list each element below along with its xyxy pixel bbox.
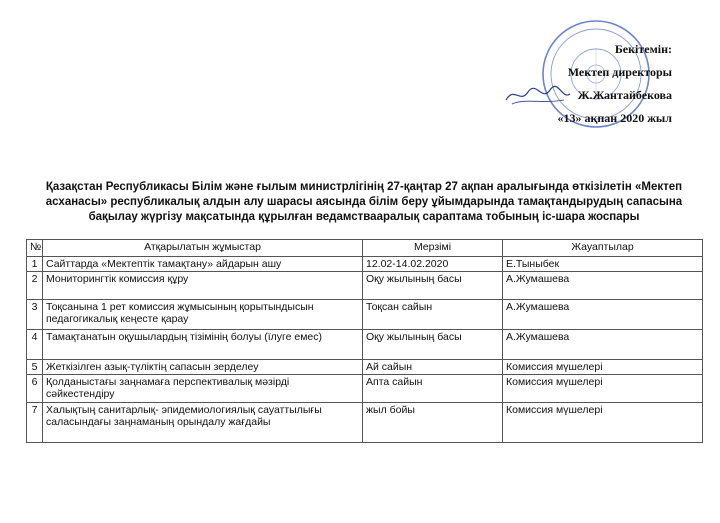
- header-responsible: Жауаптылар: [503, 240, 703, 257]
- table-row: [27, 375, 703, 403]
- row-number: 1: [27, 257, 43, 272]
- row-task: Қолданыстағы заңнамаға перспективалық мәзірді сәйкестендіру: [43, 375, 363, 403]
- row-responsible: Е.Тыныбек: [503, 257, 703, 272]
- row-responsible: Комиссия мүшелері: [503, 403, 703, 443]
- row-number: 2: [27, 272, 43, 300]
- row-deadline: жыл бойы: [363, 403, 503, 443]
- row-task: Тоқсанына 1 рет комиссия жұмысының қорытындысын педагогикалық кеңесте қарау: [43, 300, 363, 330]
- header-number: №: [27, 240, 43, 257]
- table-row: [27, 360, 703, 375]
- table-row: [27, 330, 703, 360]
- table-row: [27, 257, 703, 272]
- row-responsible: Комиссия мүшелері: [503, 360, 703, 375]
- row-task: Мониторингтік комиссия құру: [43, 272, 363, 300]
- row-number: 5: [27, 360, 43, 375]
- row-responsible: А.Жумашева: [503, 272, 703, 300]
- row-task: Жеткізілген азық-түліктің сапасын зерделеу: [43, 360, 363, 375]
- header-task: Атқарылатын жұмыстар: [43, 240, 363, 257]
- row-deadline: Тоқсан сайын: [363, 300, 503, 330]
- row-task: Тамақтанатын оқушылардың тізімінің болуы (їлуге емес): [43, 330, 363, 360]
- approval-line-1: Бекітемін:: [614, 42, 672, 56]
- row-responsible: А.Жумашева: [503, 300, 703, 330]
- row-responsible: Комиссия мүшелері: [503, 375, 703, 403]
- approval-line-4: «13» ақпан 2020 жыл: [557, 111, 672, 125]
- header-deadline: Мерзімі: [363, 240, 503, 257]
- row-number: 4: [27, 330, 43, 360]
- row-number: 7: [27, 403, 43, 443]
- row-task: Сайттарда «Мектептік тамақтану» айдарын ашу: [43, 257, 363, 272]
- approval-line-3: Ж.Жантайбекова: [577, 88, 672, 102]
- row-deadline: 12.02-14.02.2020: [363, 257, 503, 272]
- row-number: 6: [27, 375, 43, 403]
- row-task: Халықтың санитарлық- эпидемиологиялық сауаттылығы саласындағы заңнаманың орындалу жағдайы: [43, 403, 363, 443]
- table-row: [27, 300, 703, 330]
- table-header-row: [27, 240, 703, 257]
- row-responsible: А.Жумашева: [503, 330, 703, 360]
- document-title: Қазақстан Республикасы Білім және ғылым министрлігінің 27-қаңтар 27 ақпан аралығында өткізілетін «Мектеп асханасы» республикалық алдын алу шарасы аясында білім беру ұйымдарында тамақтандырудың сапасына бақылау жүргізу мақсатында құрылған ведамствааралық сараптама тобының іс-шара жоспары: [45, 181, 683, 223]
- plan-table: [26, 239, 703, 443]
- table-row: [27, 272, 703, 300]
- approval-line-2: Мектеп директоры: [567, 65, 672, 79]
- table-row: [27, 403, 703, 443]
- row-number: 3: [27, 300, 43, 330]
- approval-block: [557, 38, 672, 130]
- row-deadline: Апта сайын: [363, 375, 503, 403]
- row-deadline: Ай сайын: [363, 360, 503, 375]
- row-deadline: Оқу жылының басы: [363, 330, 503, 360]
- row-deadline: Оқу жылының басы: [363, 272, 503, 300]
